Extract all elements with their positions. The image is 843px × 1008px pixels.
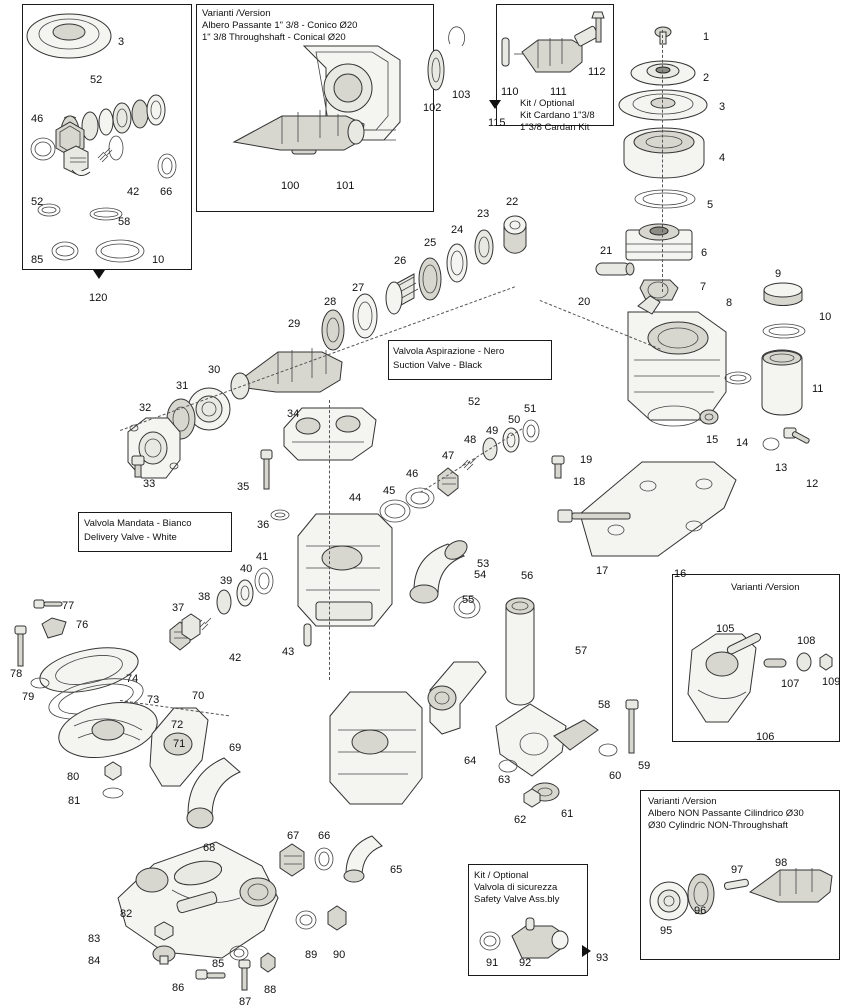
part-plug-15 [698, 406, 720, 428]
part-washer-60 [598, 742, 618, 758]
callout-92: 92 [519, 957, 532, 969]
part-washer-36 [270, 508, 290, 522]
callout-68: 68 [203, 842, 216, 854]
callout-120: 120 [89, 292, 108, 304]
callout-35: 35 [237, 481, 250, 493]
callout-72: 72 [171, 719, 184, 731]
callout-52: 52 [468, 396, 481, 408]
callout-81: 81 [68, 795, 81, 807]
callout-13: 13 [775, 462, 788, 474]
callout-46: 46 [31, 113, 44, 125]
part-hub-2 [630, 58, 696, 88]
callout-34: 34 [287, 408, 300, 420]
callout-110: 110 [501, 86, 519, 98]
arrow-down-115 [489, 100, 501, 109]
callout-71: 71 [173, 738, 186, 750]
callout-12: 12 [806, 478, 819, 490]
box-variants-throughshaft-line2: Albero Passante 1" 3/8 - Conico Ø20 [202, 20, 358, 31]
part-plug-42-lower [176, 608, 206, 648]
part-elbow-65 [336, 826, 386, 884]
callout-10: 10 [819, 311, 832, 323]
part-spring-42 [94, 130, 134, 170]
part-crankshaft-29 [226, 330, 346, 406]
callout-61: 61 [561, 808, 574, 820]
part-flange-68 [172, 858, 224, 888]
callout-2: 2 [703, 72, 710, 84]
callout-20: 20 [578, 296, 591, 308]
callout-17: 17 [596, 565, 609, 577]
callout-54: 54 [474, 569, 487, 581]
callout-78: 78 [10, 668, 23, 680]
callout-62: 62 [514, 814, 527, 826]
part-bolt-59 [620, 698, 646, 760]
callout-58: 58 [118, 216, 131, 228]
part-washer-81 [102, 786, 124, 800]
box-kit-cardan-line1: Kit / Optional [520, 98, 575, 109]
part-nut-18 [548, 452, 570, 482]
callout-98: 98 [775, 857, 788, 869]
box-variants-throughshaft-label: Varianti /Version [202, 8, 271, 19]
callout-52: 52 [31, 196, 44, 208]
callout-50: 50 [508, 414, 521, 426]
callout-19: 19 [580, 454, 593, 466]
callout-85: 85 [212, 958, 225, 970]
callout-87: 87 [239, 996, 252, 1008]
part-washer-39 [214, 588, 234, 616]
part-shaft-100 [228, 98, 368, 170]
callout-95: 95 [660, 925, 673, 937]
part-cup-4 [620, 126, 708, 182]
part-washer-14 [724, 370, 752, 386]
part-ring-23 [472, 228, 496, 266]
part-bolt-12 [780, 422, 816, 460]
box-variants-throughshaft-line3: 1" 3/8 Throughshaft - Conical Ø20 [202, 32, 346, 43]
axis-line-center-vert [662, 30, 663, 292]
callout-3: 3 [118, 36, 125, 48]
callout-52: 52 [90, 74, 103, 86]
box-kit-cardan-line3: 1"3/8 Cardan Kit [520, 122, 590, 133]
callout-85: 85 [31, 254, 44, 266]
callout-31: 31 [176, 380, 189, 392]
box-kit-cardan-line2: Kit Cardano 1"3/8 [520, 110, 595, 121]
box-variants-cylindric-line2: Albero NON Passante Cilindrico Ø30 [648, 808, 804, 819]
callout-105: 105 [716, 623, 735, 635]
callout-70: 70 [192, 690, 205, 702]
callout-5: 5 [707, 199, 714, 211]
callout-38: 38 [198, 591, 211, 603]
part-oring-91 [478, 930, 502, 952]
box-safety-valve-line1: Kit / Optional [474, 870, 529, 881]
callout-42: 42 [127, 186, 140, 198]
callout-44: 44 [349, 492, 362, 504]
callout-90: 90 [333, 949, 346, 961]
callout-106: 106 [756, 731, 775, 743]
callout-55: 55 [462, 594, 475, 606]
part-plug-1 [648, 24, 678, 50]
part-sleeve-9 [760, 280, 806, 312]
callout-29: 29 [288, 318, 301, 330]
callout-58: 58 [598, 699, 611, 711]
callout-74: 74 [126, 673, 139, 685]
part-oring-41 [252, 566, 276, 596]
callout-96: 96 [694, 905, 707, 917]
callout-56: 56 [521, 570, 534, 582]
callout-111: 111 [550, 86, 567, 98]
part-plug-90 [322, 902, 352, 936]
callout-80: 80 [67, 771, 80, 783]
callout-4: 4 [719, 152, 726, 164]
arrow-down-120 [93, 270, 105, 279]
part-disc-3 [618, 88, 708, 122]
part-washer-63 [498, 758, 518, 774]
part-bearing-22 [498, 214, 532, 258]
callout-36: 36 [257, 519, 270, 531]
part-bolt-112 [586, 8, 612, 46]
part-ring-66-lower [312, 846, 336, 872]
part-washer-79 [30, 676, 50, 690]
part-washer-108 [794, 652, 814, 672]
part-nipple-76 [36, 614, 74, 640]
callout-6: 6 [701, 247, 708, 259]
callout-40: 40 [240, 563, 253, 575]
callout-97: 97 [731, 864, 744, 876]
callout-57: 57 [575, 645, 588, 657]
callout-41: 41 [256, 551, 269, 563]
callout-49: 49 [486, 425, 499, 437]
callout-8: 8 [726, 297, 733, 309]
part-safety-valve-92 [504, 914, 570, 960]
callout-86: 86 [172, 982, 185, 994]
part-oring-46 [28, 136, 58, 162]
callout-112: 112 [588, 66, 606, 78]
callout-47: 47 [442, 450, 455, 462]
callout-43: 43 [282, 646, 295, 658]
callout-24: 24 [451, 224, 464, 236]
part-nut-83 [150, 920, 178, 942]
callout-66: 66 [318, 830, 331, 842]
callout-79: 79 [22, 691, 35, 703]
part-bolt-35 [256, 448, 278, 494]
callout-26: 26 [394, 255, 407, 267]
part-key-43 [300, 622, 316, 650]
part-nut-109 [816, 652, 836, 672]
callout-69: 69 [229, 742, 242, 754]
axis-line-vertical-head [329, 400, 330, 680]
callout-63: 63 [498, 774, 511, 786]
part-clip-103 [446, 22, 468, 50]
box-variants-cylindric-line3: Ø30 Cylindric NON-Throughshaft [648, 820, 788, 831]
callout-37: 37 [172, 602, 185, 614]
callout-91: 91 [486, 957, 499, 969]
box-safety-valve-line2: Valvola di sicurezza [474, 882, 558, 893]
callout-109: 109 [822, 676, 841, 688]
callout-1: 1 [703, 31, 710, 43]
part-pin-21 [592, 258, 636, 280]
arrow-right-93 [582, 945, 591, 957]
callout-22: 22 [506, 196, 519, 208]
part-key-110 [498, 36, 514, 70]
box-variants-right-label: Varianti /Version [731, 582, 800, 593]
callout-107: 107 [781, 678, 800, 690]
part-oring-85 [50, 240, 80, 262]
part-oring-10 [94, 238, 146, 264]
part-pump-head-44 [288, 506, 398, 636]
part-plug-84 [150, 942, 178, 968]
callout-14: 14 [736, 437, 749, 449]
callout-59: 59 [638, 760, 651, 772]
part-ring-27 [348, 292, 382, 340]
part-fitting-55 [420, 636, 490, 736]
callout-102: 102 [423, 102, 442, 114]
callout-23: 23 [477, 208, 490, 220]
callout-103: 103 [452, 89, 471, 101]
callout-48: 48 [464, 434, 477, 446]
callout-77: 77 [62, 600, 75, 612]
box-suction-valve-line2: Suction Valve - Black [393, 360, 483, 371]
part-ring-66 [154, 152, 180, 180]
part-cylinder-block-mid [318, 686, 430, 816]
box-delivery-valve-line2: Delivery Valve - White [84, 532, 177, 543]
part-cap-62 [518, 786, 546, 814]
part-washer-13 [762, 436, 780, 452]
callout-51: 51 [524, 403, 537, 415]
callout-7: 7 [700, 281, 707, 293]
part-oring-51 [520, 418, 542, 444]
callout-76: 76 [76, 619, 89, 631]
box-variants-cylindric-line1: Varianti /Version [648, 796, 717, 807]
callout-67: 67 [287, 830, 300, 842]
callout-42: 42 [229, 652, 242, 664]
callout-3: 3 [719, 101, 726, 113]
part-bolt-87 [234, 958, 256, 996]
callout-21: 21 [600, 245, 613, 257]
part-ring-5 [634, 188, 696, 210]
callout-73: 73 [147, 694, 160, 706]
part-elbow-69 [176, 748, 248, 844]
part-pin-107 [762, 652, 790, 674]
callout-101: 101 [336, 180, 355, 192]
callout-89: 89 [305, 949, 318, 961]
callout-83: 83 [88, 933, 101, 945]
part-nut-80 [100, 760, 126, 782]
part-shaft-98 [744, 852, 836, 920]
callout-11: 11 [812, 383, 824, 395]
part-bearing-26 [384, 272, 424, 320]
callout-18: 18 [573, 476, 586, 488]
callout-30: 30 [208, 364, 221, 376]
part-washer-24 [444, 242, 470, 284]
callout-15: 15 [706, 434, 719, 446]
callout-32: 32 [139, 402, 152, 414]
callout-39: 39 [220, 575, 233, 587]
part-cylinder-11 [756, 344, 808, 420]
callout-9: 9 [775, 268, 782, 280]
part-oring-89 [294, 908, 318, 932]
callout-45: 45 [383, 485, 396, 497]
box-delivery-valve-line1: Valvola Mandata - Bianco [84, 518, 192, 529]
part-cap-3 [26, 10, 112, 62]
callout-60: 60 [609, 770, 622, 782]
callout-65: 65 [390, 864, 403, 876]
part-plug-88 [256, 950, 280, 976]
callout-100: 100 [281, 180, 300, 192]
callout-25: 25 [424, 237, 437, 249]
callout-53: 53 [477, 558, 490, 570]
part-oring-10-right [762, 322, 806, 340]
callout-88: 88 [264, 984, 277, 996]
part-washer-102 [424, 48, 448, 92]
callout-27: 27 [352, 282, 365, 294]
callout-82: 82 [120, 908, 133, 920]
box-safety-valve-line3: Safety Valve Ass.bly [474, 894, 560, 905]
callout-28: 28 [324, 296, 337, 308]
callout-10: 10 [152, 254, 165, 266]
part-bolt-78 [10, 624, 32, 672]
callout-64: 64 [464, 755, 477, 767]
callout-46: 46 [406, 468, 419, 480]
callout-93: 93 [596, 952, 609, 964]
callout-66: 66 [160, 186, 173, 198]
callout-33: 33 [143, 478, 156, 490]
callout-16: 16 [674, 568, 687, 580]
callout-108: 108 [797, 635, 816, 647]
part-bolt-17 [556, 498, 634, 530]
callout-115: 115 [488, 117, 506, 129]
box-suction-valve-line1: Valvola Aspirazione - Nero [393, 346, 505, 357]
callout-84: 84 [88, 955, 101, 967]
